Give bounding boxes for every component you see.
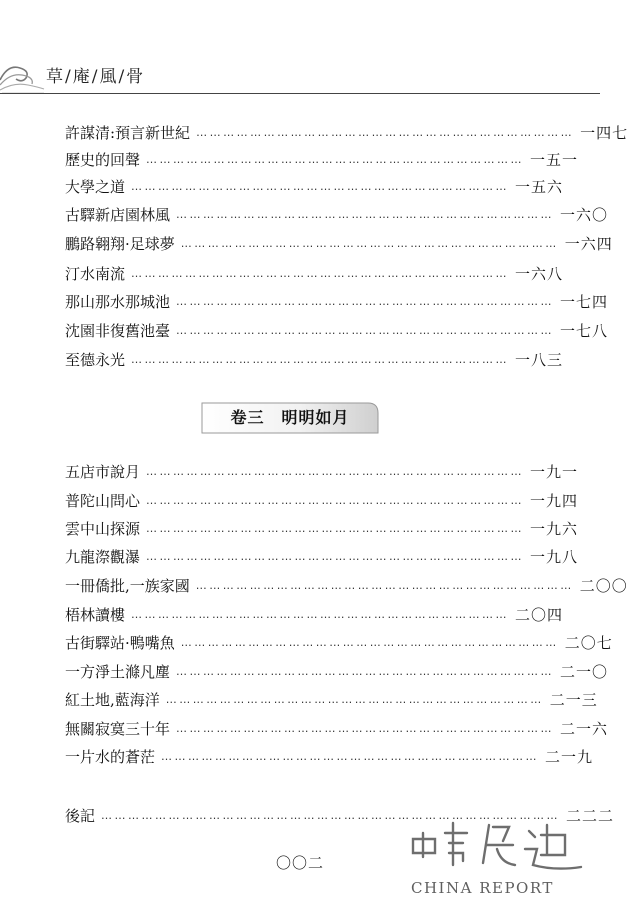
- dot-leader: …………………………………………………………………………: [131, 353, 510, 366]
- dot-leader: …………………………………………………………………………: [146, 153, 525, 166]
- entry-page: 二〇〇: [579, 577, 628, 595]
- toc-entry[interactable]: [65, 122, 628, 144]
- entry-page: 一四七: [580, 124, 628, 142]
- book-title: 草/庵/風/骨: [46, 67, 146, 87]
- toc-entry[interactable]: [65, 461, 579, 483]
- entry-page: 一九六: [530, 520, 579, 538]
- dot-leader: …………………………………………………………………………: [161, 750, 540, 763]
- dot-leader: …………………………………………………………………………: [146, 522, 525, 535]
- entry-title: 沈園非復舊池臺: [65, 322, 171, 340]
- toc-entry[interactable]: [65, 176, 564, 198]
- wave-ornament-icon: [0, 58, 44, 94]
- entry-title: 五店市說月: [65, 463, 141, 481]
- dot-leader: …………………………………………………………………………: [180, 237, 559, 250]
- dot-leader: …………………………………………………………………………: [131, 608, 510, 621]
- entry-title: 鵬路翱翔·足球夢: [65, 235, 175, 253]
- entry-title: 歷史的回聲: [65, 151, 141, 169]
- entry-title: 汀水南流: [65, 265, 126, 283]
- toc-entry[interactable]: [65, 575, 628, 597]
- entry-page: 二二二: [566, 807, 615, 825]
- dot-leader: …………………………………………………………………………: [146, 494, 525, 507]
- entry-title: 古驛新店園林風: [65, 206, 171, 224]
- entry-page: 二〇七: [564, 634, 613, 652]
- toc-entry[interactable]: [65, 149, 579, 171]
- dot-leader: …………………………………………………………………………: [176, 295, 555, 308]
- entry-page: 一九一: [530, 463, 579, 481]
- toc-entry[interactable]: [65, 718, 609, 740]
- toc-entry[interactable]: [65, 263, 564, 285]
- entry-title: 至德永光: [65, 351, 126, 369]
- entry-title: 普陀山問心: [65, 492, 141, 510]
- toc-entry[interactable]: [65, 320, 609, 342]
- watermark-text-en: CHINA REPORT: [411, 879, 554, 897]
- dot-leader: …………………………………………………………………………: [196, 126, 575, 139]
- entry-page: 二一三: [549, 691, 598, 709]
- entry-title: 一方淨土滌凡塵: [65, 663, 171, 681]
- toc-entry[interactable]: [65, 689, 598, 711]
- entry-title: 那山那水那城池: [65, 293, 171, 311]
- section-label: 卷三 明明如月: [230, 408, 350, 427]
- dot-leader: …………………………………………………………………………: [176, 324, 555, 337]
- toc-entry[interactable]: [65, 490, 579, 512]
- toc-entry[interactable]: [65, 518, 579, 540]
- toc-entry[interactable]: [65, 233, 613, 255]
- entry-title: 古街驛站·鴨嘴魚: [65, 634, 175, 652]
- entry-title: 許謀清:預言新世紀: [65, 124, 191, 142]
- entry-title: 一冊僑批,一族家國: [65, 577, 190, 595]
- entry-page: 二〇四: [515, 606, 564, 624]
- entry-title: 無關寂寞三十年: [65, 720, 171, 738]
- entry-page: 一九四: [530, 492, 579, 510]
- toc-entry[interactable]: [65, 632, 613, 654]
- entry-page: 二一〇: [560, 663, 609, 681]
- entry-title: 梧林讀樓: [65, 606, 126, 624]
- toc-entry[interactable]: [65, 291, 609, 313]
- dot-leader: …………………………………………………………………………: [146, 550, 525, 563]
- china-report-watermark-icon: [405, 805, 590, 900]
- entry-page: 一五一: [530, 151, 579, 169]
- entry-page: 一六〇: [560, 206, 609, 224]
- dot-leader: …………………………………………………………………………: [146, 465, 525, 478]
- entry-page: 一六八: [515, 265, 564, 283]
- toc-entry[interactable]: [65, 349, 564, 371]
- header-rule: [0, 93, 600, 94]
- running-header: [0, 52, 600, 102]
- dot-leader: …………………………………………………………………………: [176, 665, 555, 678]
- dot-leader: …………………………………………………………………………………………: [101, 809, 561, 822]
- toc-entry[interactable]: [65, 204, 609, 226]
- entry-title: 大學之道: [65, 178, 126, 196]
- dot-leader: …………………………………………………………………………: [180, 636, 559, 649]
- dot-leader: …………………………………………………………………………: [176, 208, 555, 221]
- entry-title: 紅土地,藍海洋: [65, 691, 160, 709]
- entry-page: 一七八: [560, 322, 609, 340]
- section-heading: [200, 401, 380, 435]
- entry-title: 後記: [65, 807, 96, 825]
- entry-page: 二一九: [545, 748, 594, 766]
- entry-title: 一片水的蒼茫: [65, 748, 156, 766]
- page-number: 〇〇二: [275, 854, 324, 872]
- dot-leader: …………………………………………………………………………: [131, 267, 510, 280]
- entry-page: 一六四: [564, 235, 613, 253]
- entry-title: 九龍漈觀瀑: [65, 548, 141, 566]
- dot-leader: …………………………………………………………………………: [195, 579, 574, 592]
- entry-page: 一七四: [560, 293, 609, 311]
- entry-page: 一八三: [515, 351, 564, 369]
- dot-leader: …………………………………………………………………………: [165, 693, 544, 706]
- toc-entry[interactable]: [65, 546, 579, 568]
- toc-entry[interactable]: [65, 746, 594, 768]
- toc-entry[interactable]: [65, 661, 609, 683]
- entry-page: 一五六: [515, 178, 564, 196]
- dot-leader: …………………………………………………………………………: [131, 180, 510, 193]
- toc-entry[interactable]: [65, 604, 564, 626]
- dot-leader: …………………………………………………………………………: [176, 722, 555, 735]
- entry-page: 一九八: [530, 548, 579, 566]
- entry-page: 二一六: [560, 720, 609, 738]
- entry-title: 雲中山探源: [65, 520, 141, 538]
